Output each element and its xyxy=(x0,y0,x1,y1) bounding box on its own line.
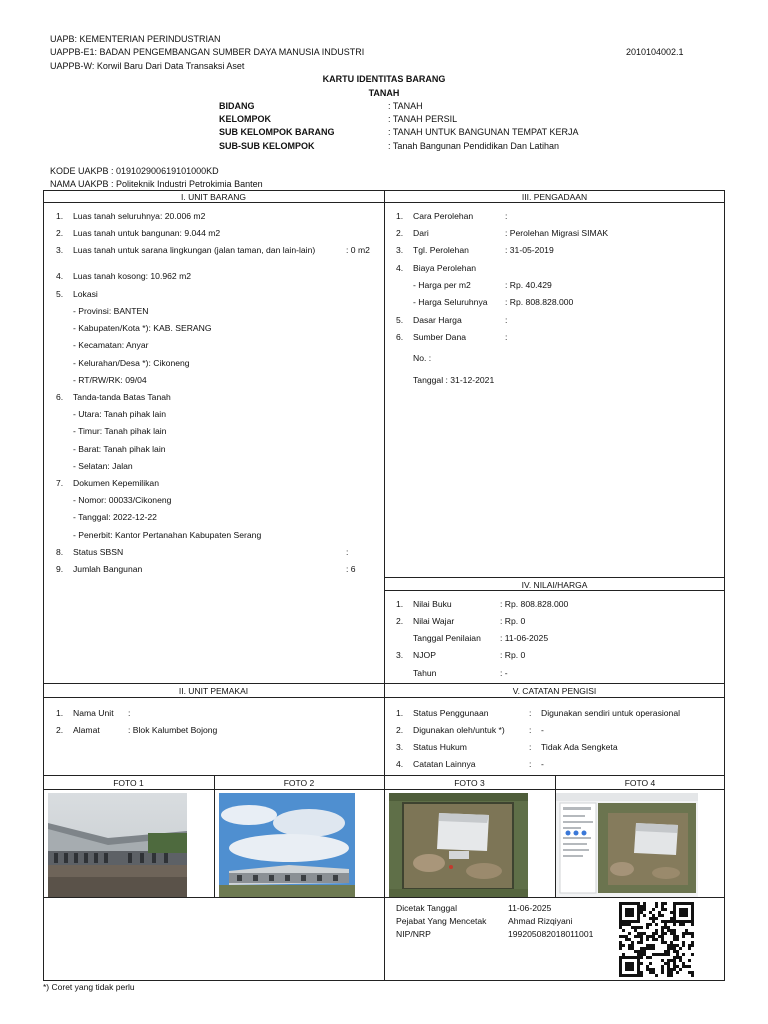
uappb-e1-line: UAPPB-E1: BADAN PENGEMBANGAN SUMBER DAYA MANUSIA INDUSTRI xyxy=(50,47,365,57)
batas-timur: - Timur: Tanah pihak lain xyxy=(73,426,167,436)
catatan-lainnya-label: Catatan Lainnya xyxy=(413,759,476,769)
luas-tanah-sarana-value: : 0 m2 xyxy=(346,245,370,255)
sumber-dana-label: Sumber Dana xyxy=(413,332,467,342)
biaya-perolehan-label: Biaya Perolehan xyxy=(413,263,477,273)
item-number: 1. xyxy=(396,708,404,718)
status-hukum-label: Status Hukum xyxy=(413,742,467,752)
alamat-value: : Blok Kalumbet Bojong xyxy=(128,725,218,735)
sumber-dana-value: : xyxy=(505,332,508,342)
divider xyxy=(43,897,725,898)
class-value-bidang: : TANAH xyxy=(388,101,423,111)
batas-selatan: - Selatan: Jalan xyxy=(73,461,133,471)
njop-value: : Rp. 0 xyxy=(500,650,526,660)
lokasi-rt-rw: - RT/RW/RK: 09/04 xyxy=(73,375,147,385)
jumlah-bangunan-label: Jumlah Bangunan xyxy=(73,564,143,574)
class-label-bidang: BIDANG xyxy=(219,101,255,111)
item-number: 4. xyxy=(396,263,404,273)
lokasi-label: Lokasi xyxy=(73,289,98,299)
class-value-sub-sub-kelompok: : Tanah Bangunan Pendidikan Dan Latihan xyxy=(388,141,559,151)
class-label-kelompok: KELOMPOK xyxy=(219,114,272,124)
luas-tanah-kosong: Luas tanah kosong: 10.962 m2 xyxy=(73,271,192,281)
nilai-wajar-value: : Rp. 0 xyxy=(500,616,526,626)
nama-unit-value: : xyxy=(128,708,131,718)
item-number: 2. xyxy=(56,725,64,735)
item-number: 9. xyxy=(56,564,64,574)
tgl-perolehan-label: Tgl. Perolehan xyxy=(413,245,469,255)
item-number: 1. xyxy=(56,211,64,221)
divider xyxy=(384,775,385,981)
dari-value: : Perolehan Migrasi SIMAK xyxy=(505,228,609,238)
divider xyxy=(384,590,725,591)
luas-tanah-seluruhnya: Luas tanah seluruhnya: 20.006 m2 xyxy=(73,211,206,221)
class-label-sub-sub-kelompok: SUB-SUB KELOMPOK xyxy=(219,141,315,151)
dokumen-nomor: - Nomor: 00033/Cikoneng xyxy=(73,495,172,505)
item-number: 5. xyxy=(396,315,404,325)
item-number: 4. xyxy=(396,759,404,769)
nip-label: NIP/NRP xyxy=(396,929,431,939)
harga-per-m2-label: - Harga per m2 xyxy=(413,280,471,290)
section-title-nilai-harga: IV. NILAI/HARGA xyxy=(521,580,588,590)
divider xyxy=(43,697,725,698)
card-subtitle: TANAH xyxy=(368,88,400,98)
nama-uakpb: NAMA UAKPB : Politeknik Industri Petrokimia Banten xyxy=(50,179,263,189)
divider xyxy=(384,577,725,578)
digunakan-oleh-value: - xyxy=(541,725,544,735)
kode-uakpb: KODE UAKPB : 019102900619101000KD xyxy=(50,166,219,176)
document-code: 2010104002.1 xyxy=(626,47,684,57)
nilai-buku-value: : Rp. 808.828.000 xyxy=(500,599,569,609)
class-value-kelompok: : TANAH PERSIL xyxy=(388,114,458,124)
njop-label: NJOP xyxy=(413,650,436,660)
photo-label-1: FOTO 1 xyxy=(113,778,144,788)
divider xyxy=(214,775,215,897)
photo-label-4: FOTO 4 xyxy=(624,778,656,788)
photo-3-aerial xyxy=(389,793,528,897)
alamat-label: Alamat xyxy=(73,725,100,735)
card-title: KARTU IDENTITAS BARANG xyxy=(322,74,446,84)
tgl-perolehan-value: : 31-05-2019 xyxy=(505,245,554,255)
dasar-harga-value: : xyxy=(505,315,508,325)
item-number: 8. xyxy=(56,547,64,557)
divider xyxy=(384,190,385,683)
item-number: 5. xyxy=(56,289,64,299)
uapb-line: UAPB: KEMENTERIAN PERINDUSTRIAN xyxy=(50,34,221,44)
dicetak-tanggal-label: Dicetak Tanggal xyxy=(396,903,457,913)
item-number: 3. xyxy=(396,742,404,752)
photo-2-building xyxy=(219,793,355,897)
item-number: 4. xyxy=(56,271,64,281)
status-penggunaan-label: Status Penggunaan xyxy=(413,708,489,718)
item-number: 2. xyxy=(56,228,64,238)
tanggal-penilaian-label: Tanggal Penilaian xyxy=(413,633,481,643)
item-number: 3. xyxy=(396,650,404,660)
photo-4-map-screenshot xyxy=(556,793,698,897)
digunakan-oleh-label: Digunakan oleh/untuk *) xyxy=(413,725,505,735)
colon: : xyxy=(529,725,532,735)
harga-seluruhnya-label: - Harga Seluruhnya xyxy=(413,297,488,307)
status-penggunaan-value: Digunakan sendiri untuk operasional xyxy=(541,708,681,718)
lokasi-kabupaten: - Kabupaten/Kota *): KAB. SERANG xyxy=(73,323,212,333)
qr-code xyxy=(613,900,715,979)
dari-label: Dari xyxy=(413,228,429,238)
dokumen-kepemilikan-label: Dokumen Kepemilikan xyxy=(73,478,159,488)
batas-utara: - Utara: Tanah pihak lain xyxy=(73,409,166,419)
cara-perolehan-label: Cara Perolehan xyxy=(413,211,474,221)
class-value-sub-kelompok: : TANAH UNTUK BANGUNAN TEMPAT KERJA xyxy=(388,127,579,137)
item-number: 7. xyxy=(56,478,64,488)
nomor-dokumen: No. : xyxy=(413,353,432,363)
item-number: 6. xyxy=(56,392,64,402)
section-title-unit-pemakai: II. UNIT PEMAKAI xyxy=(178,686,249,696)
item-number: 1. xyxy=(396,599,404,609)
catatan-lainnya-value: - xyxy=(541,759,544,769)
dicetak-tanggal-value: 11-06-2025 xyxy=(508,903,552,913)
nilai-buku-label: Nilai Buku xyxy=(413,599,452,609)
item-number: 6. xyxy=(396,332,404,342)
section-title-catatan-pengisi: V. CATATAN PENGISI xyxy=(512,686,597,696)
jumlah-bangunan-value: : 6 xyxy=(346,564,356,574)
item-number: 3. xyxy=(56,245,64,255)
footnote: *) Coret yang tidak perlu xyxy=(43,982,135,992)
item-number: 1. xyxy=(56,708,64,718)
section-title-pengadaan: III. PENGADAAN xyxy=(521,192,588,202)
dokumen-tanggal: - Tanggal: 2022-12-22 xyxy=(73,512,157,522)
item-number: 2. xyxy=(396,228,404,238)
batas-tanah-label: Tanda-tanda Batas Tanah xyxy=(73,392,171,402)
section-title-unit-barang: I. UNIT BARANG xyxy=(180,192,247,202)
tahun-label: Tahun xyxy=(413,668,437,678)
photo-label-3: FOTO 3 xyxy=(454,778,485,788)
luas-tanah-bangunan: Luas tanah untuk bangunan: 9.044 m2 xyxy=(73,228,221,238)
item-number: 2. xyxy=(396,725,404,735)
status-sbsn-value: : xyxy=(346,547,349,557)
status-sbsn-label: Status SBSN xyxy=(73,547,124,557)
nilai-wajar-label: Nilai Wajar xyxy=(413,616,455,626)
harga-per-m2-value: : Rp. 40.429 xyxy=(505,280,552,290)
pejabat-label: Pejabat Yang Mencetak xyxy=(396,916,487,926)
cara-perolehan-value: : xyxy=(505,211,508,221)
item-number: 1. xyxy=(396,211,404,221)
photo-label-2: FOTO 2 xyxy=(283,778,315,788)
colon: : xyxy=(529,742,532,752)
item-number: 2. xyxy=(396,616,404,626)
tanggal-penilaian-value: : 11-06-2025 xyxy=(500,633,549,643)
class-label-sub-kelompok: SUB KELOMPOK BARANG xyxy=(219,127,335,137)
lokasi-provinsi: - Provinsi: BANTEN xyxy=(73,306,149,316)
colon: : xyxy=(529,759,532,769)
tahun-value: : - xyxy=(500,668,508,678)
uappb-w-line: UAPPB-W: Korwil Baru Dari Data Transaksi Aset xyxy=(50,61,245,71)
lokasi-kelurahan: - Kelurahan/Desa *): Cikoneng xyxy=(73,358,190,368)
colon: : xyxy=(529,708,532,718)
status-hukum-value: Tidak Ada Sengketa xyxy=(541,742,618,752)
lokasi-kecamatan: - Kecamatan: Anyar xyxy=(73,340,149,350)
dasar-harga-label: Dasar Harga xyxy=(413,315,462,325)
luas-tanah-sarana-label: Luas tanah untuk sarana lingkungan (jalan taman, dan lain-lain) xyxy=(73,245,316,255)
dokumen-penerbit: - Penerbit: Kantor Pertanahan Kabupaten Serang xyxy=(73,530,262,540)
photo-1-building xyxy=(48,793,187,897)
harga-seluruhnya-value: : Rp. 808.828.000 xyxy=(505,297,574,307)
tanggal-dokumen: Tanggal : 31-12-2021 xyxy=(413,375,495,385)
item-number: 3. xyxy=(396,245,404,255)
nama-unit-label: Nama Unit xyxy=(73,708,114,718)
nip-value: 199205082018011001 xyxy=(508,929,594,939)
pejabat-value: Ahmad Rizqiyani xyxy=(508,916,573,926)
batas-barat: - Barat: Tanah pihak lain xyxy=(73,444,166,454)
